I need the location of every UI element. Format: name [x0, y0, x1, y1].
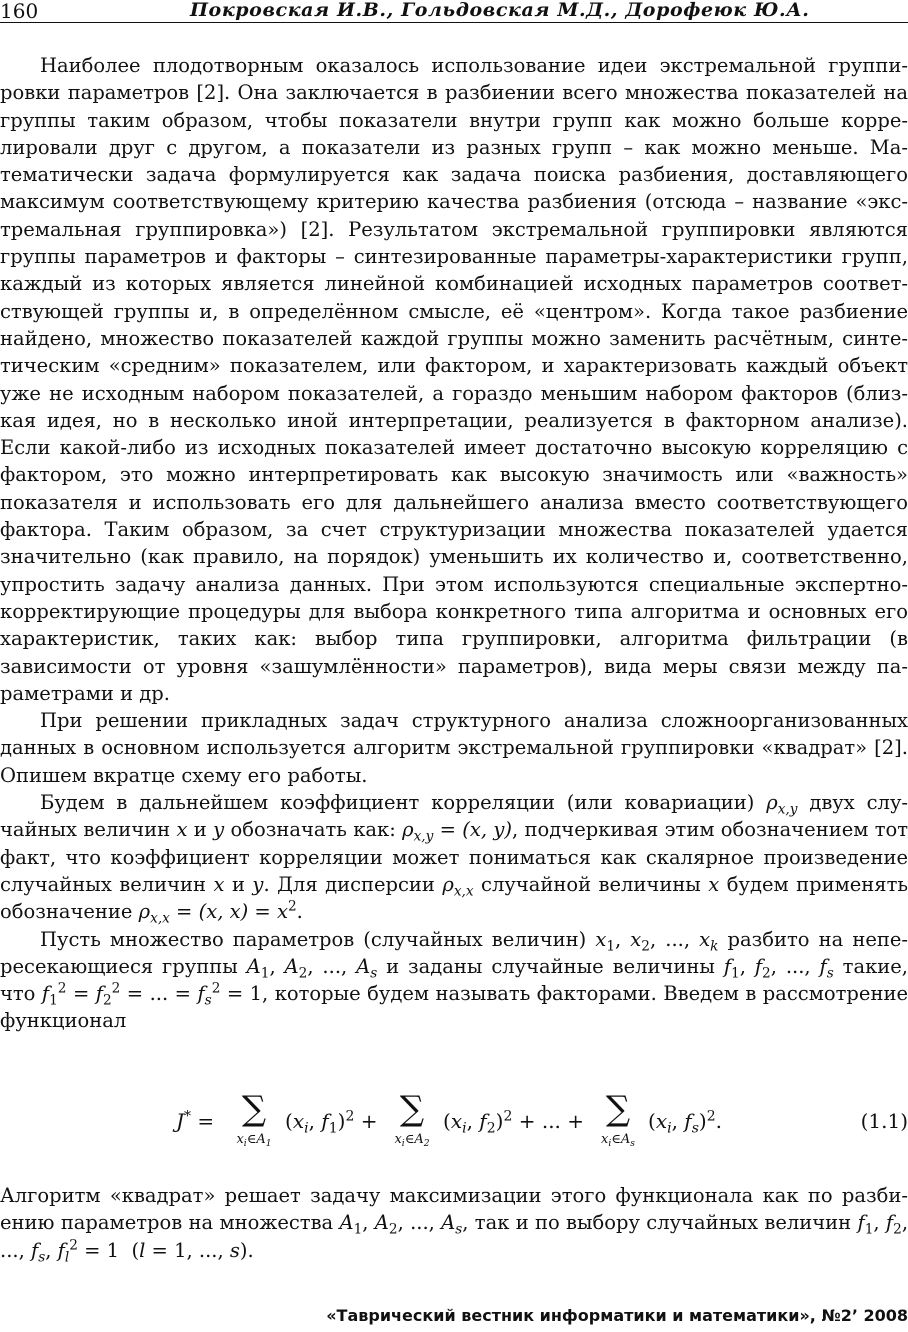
paragraph-correlation-notation: Будем в дальнейшем коэффициент корреляции (или ковариации) $\rho_{x,y}$ двух случайных величин x и y обозначать как: $\rho_{x,y} = (x$, y), подчеркивая этим обозначением тот факт, что коэффициент корреляции может пониматься как скалярное произведение случайных величин x и y. Для дисперсии $\rho_{x,x}$ случайной величины x будем применять обозначение $\rho_{x,x} = (x$, $x) = x^2$.: [0, 791, 908, 927]
sum-symbol-1: ∑ $x_i\in A_1$: [236, 1089, 272, 1149]
equation-number: (1.1): [860, 1109, 908, 1133]
paragraph-square-algorithm: При решении прикладных задач структурного анализа сложноорганизованных данных в основном используется алгоритм экстремальной группировки «квадрат» [2]. Опишем вкратце схему его работы.: [0, 709, 908, 787]
formula-term-s: ($x_i$, $f_s)^2$.: [648, 1108, 722, 1137]
formula-lhs: J* =: [176, 1108, 215, 1133]
running-header: [0, 0, 908, 23]
article-body: [0, 52, 908, 1035]
sum-symbol-2: ∑ $x_i\in A_2$: [394, 1089, 430, 1149]
paragraph-extremal-grouping: Наиболее плодотворным оказалось использование идеи экстремальной группировки параметров [2]. Она заключается в разбиении всего множества показателей на группы таким образом, чтобы показатели внутри групп как можно больше коррелировали друг с другом, а показатели из разных групп – как можно меньше. Математически задача формулируется как задача поиска разбиения, доставляющего максимум соответствующему критерию качества разбиения (отсюда – название «экстремальная группировка») [2]. Результатом экстремальной группировки являются группы параметров и факторы – синтезированные параметры-характеристики групп, каждый из которых является линейной комбинацией исходных параметров соответствующей группы и, в определённом смысле, её «центром». Когда такое разбиение найдено, множество показателей каждой группы можно заменить расчётным, синтетическим «средним» показателем, или фактором, и характеризовать каждый объект уже не исходным набором показателей, а гораздо меньшим набором факторов (близкая идея, но в несколько иной интерпретации, реализуется в факторном анализе). Если какой-либо из исходных показателей имеет достаточно высокую корреляцию с фактором, это можно интерпретировать как высокую значимость или «важность» показателя и использовать его для дальнейшего анализа вместо соответствующего фактора. Таким образом, за счет структуризации множества показателей удается значительно (как правило, на порядок) уменьшить их количество и, соответственно, упростить задачу анализа данных. При этом используются специальные экспертно-корректирующие процедуры для выбора конкретного типа алгоритма и основных его характеристик, таких как: выбор типа группировки, алгоритма фильтрации (в зависимости от уровня «зашумлённости» параметров), вида меры связи между параметрами и др.: [0, 54, 908, 705]
paragraph-after-formula: Алгоритм «квадрат» решает задачу максимизации этого функционала как по разбиению параметров на множества $A_1$, $A_2$, ..., $A_s$, так и по выбору случайных величин $f_1$, $f_2$, ..., $f_s$, $f_l^2 = 1$ (l = 1, ..., s).: [0, 1184, 908, 1265]
page-number: 160: [0, 0, 39, 23]
sum-symbol-s: ∑ $x_i\in A_s$: [601, 1089, 635, 1149]
running-head-authors: Покровская И.В., Гольдовская М.Д., Дорофеюк Ю.А.: [190, 0, 810, 21]
formula-term-2: ($x_i$, $f_2)^2$ + ... +: [443, 1108, 585, 1137]
equation-1-1: [0, 1089, 908, 1162]
journal-footer: «Таврический вестник информатики и математики», №2’ 2008: [326, 1306, 908, 1325]
formula-term-1: ($x_i$, $f_1)^2$ +: [285, 1108, 378, 1137]
paragraph-factors-definition: Пусть множество параметров (случайных величин) $x_1$, $x_2$, ..., $x_k$ разбито на непересекающиеся группы $A_1$, $A_2$, ..., $A_s$ и заданы случайные величины $f_1$, $f_2$, ..., $f_s$ такие, что $f_1^2 = f_2^2$ = ... = $f_s^2 = 1$, которые будем называть факторами. Введем в рассмотрение функционал: [0, 927, 908, 1033]
